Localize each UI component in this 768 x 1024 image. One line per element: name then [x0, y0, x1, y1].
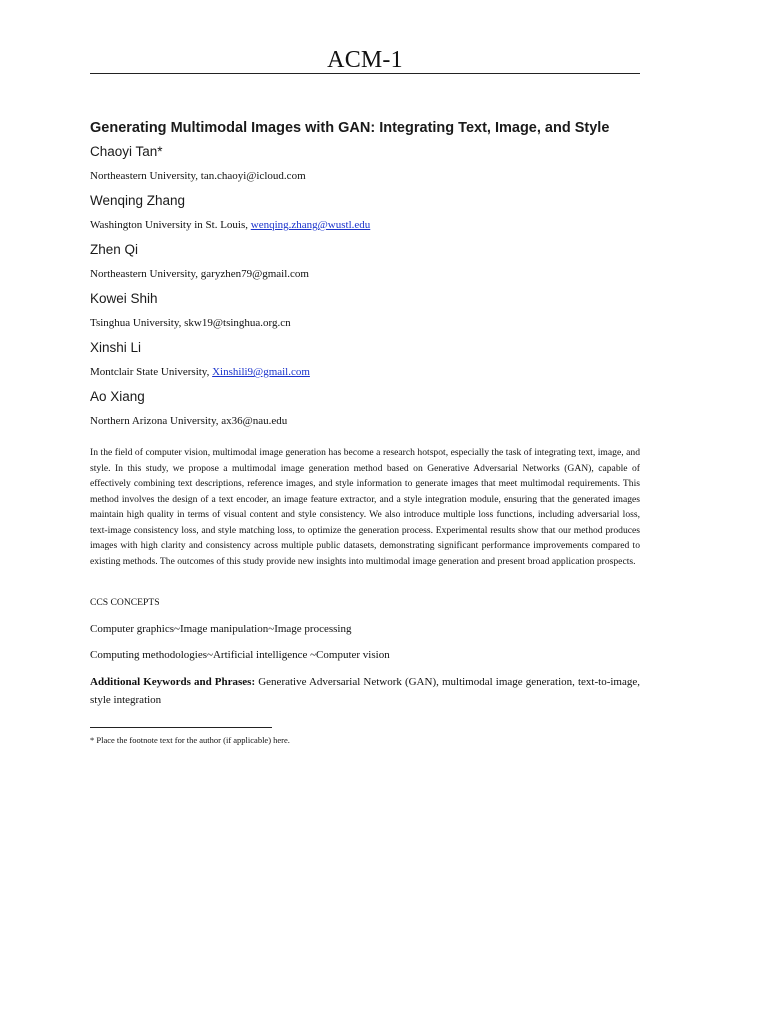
affiliation-text: Washington University in St. Louis,: [90, 219, 251, 231]
author-email: ax36@nau.edu: [221, 415, 288, 427]
author-name: Kowei Shih: [90, 291, 158, 306]
author-name: Zhen Qi: [90, 242, 139, 257]
author-block: [90, 240, 650, 289]
ccs-concept-line: Computing methodologies~Artificial intelligence ~Computer vision: [90, 649, 390, 661]
author-block: [90, 387, 650, 436]
author-email-link[interactable]: Xinshili9@gmail.com: [212, 366, 310, 378]
header-rule: [90, 73, 640, 74]
footnote-rule: [90, 727, 272, 728]
author-affiliation: [90, 168, 650, 184]
affiliation-text: Tsinghua University,: [90, 317, 185, 329]
running-head: ACM-1: [327, 47, 403, 73]
author-affiliation: [90, 217, 650, 233]
affiliation-text: Montclair State University,: [90, 366, 213, 378]
author-name: Wenqing Zhang: [90, 193, 186, 208]
keywords-paragraph: [90, 674, 640, 709]
author-email: skw19@tsinghua.org.cn: [184, 317, 291, 329]
author-affiliation: [90, 315, 650, 331]
abstract-paragraph: In the field of computer vision, multimodal image generation has become a research hotspot, especially the task of integrating text, image, and style. In this study, we propose a multimodal image generation method based on Generative Adversarial Networks (GAN), capable of effectively combining text descriptions, reference images, and style information to generate images that meet multimodal requirements. This method involves the design of a text encoder, an image feature extractor, and a style integration module, ensuring that the generated images maintain high quality in terms of visual content and style consistency. We also introduce multiple loss functions, including adversarial loss, text-image consistency loss, and style matching loss, to optimize the generation process. Experimental results show that our method produces images with high clarity and consistency across multiple public datasets, demonstrating significant performance improvements compared to existing methods. The outcomes of this study provide new insights into multimodal image generation and present broad application prospects.: [90, 447, 640, 567]
ccs-concepts-heading: CCS CONCEPTS: [90, 597, 160, 608]
ccs-concept-line: Computer graphics~Image manipulation~Image processing: [90, 623, 352, 635]
author-block: [90, 338, 650, 387]
author-affiliation: [90, 266, 650, 282]
author-name: Ao Xiang: [90, 389, 145, 404]
author-affiliation: [90, 364, 650, 380]
author-email: tan.chaoyi@icloud.com: [200, 170, 306, 182]
paper-title: Generating Multimodal Images with GAN: Integrating Text, Image, and Style: [90, 120, 610, 136]
keywords-text: Generative Adversarial Network (GAN), multimodal image generation, text-to-image, style integration: [90, 676, 641, 706]
author-block: [90, 191, 650, 240]
affiliation-text: Northern Arizona University,: [90, 415, 222, 427]
affiliation-text: Northeastern University,: [90, 268, 201, 280]
author-name: Xinshi Li: [90, 340, 142, 355]
author-list: [90, 142, 650, 436]
author-affiliation: [90, 413, 650, 429]
affiliation-text: Northeastern University,: [90, 170, 201, 182]
author-block: [90, 142, 650, 191]
footnote: * Place the footnote text for the author (if applicable) here.: [90, 735, 290, 745]
author-name: Chaoyi Tan*: [90, 144, 163, 159]
author-email: garyzhen79@gmail.com: [200, 268, 309, 280]
author-block: [90, 289, 650, 338]
author-email-link[interactable]: wenqing.zhang@wustl.edu: [250, 219, 371, 231]
keywords-label: Additional Keywords and Phrases:: [90, 676, 256, 688]
